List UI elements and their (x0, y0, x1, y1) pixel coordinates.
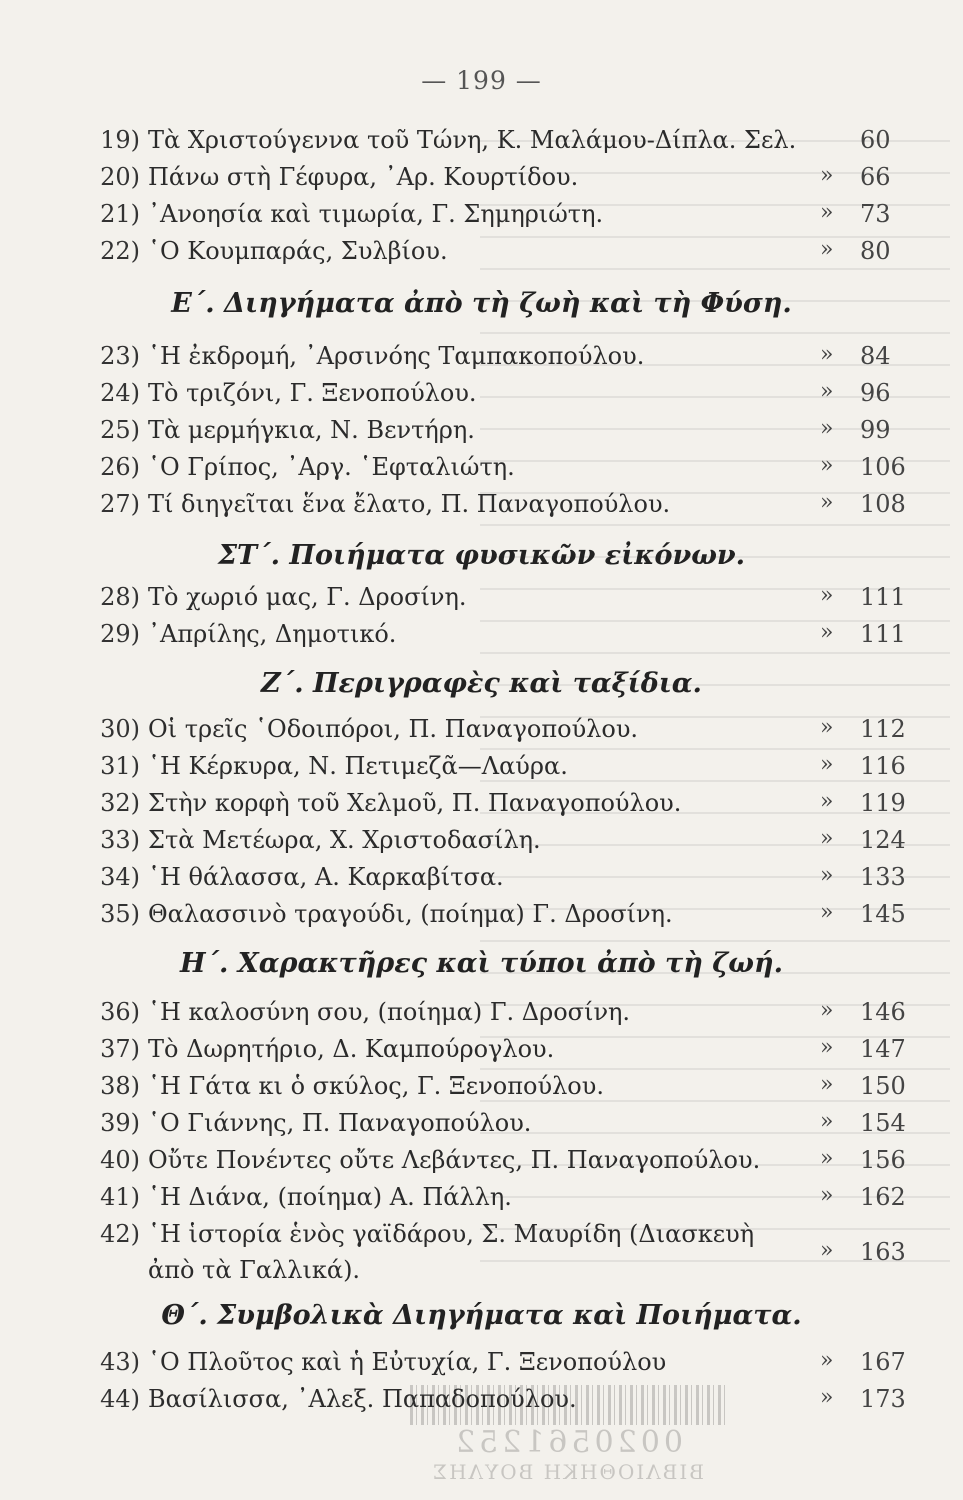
entry-title: ῾Ο Κουμπαράς, Συλβίου. (148, 237, 448, 265)
ditto-mark: » (820, 620, 834, 645)
ditto-mark: » (820, 453, 834, 478)
section-heading: Ε΄. Διηγήματα ἀπὸ τὴ ζωὴ καὶ τὴ Φύση. (171, 288, 792, 319)
ditto-mark: » (820, 1183, 834, 1208)
page-number: — 199 — (421, 66, 542, 95)
entry-title: Τὸ τριζόνι, Γ. Ξενοπούλου. (148, 379, 477, 407)
entry-number: 41) (100, 1183, 140, 1211)
entry-number: 27) (100, 490, 140, 518)
ditto-mark: » (820, 583, 834, 608)
library-barcode-stamp (410, 1385, 725, 1495)
entry-title: ῾Η Γάτα κι ὁ σκύλος, Γ. Ξενοπούλου. (148, 1072, 604, 1100)
entry-title-continuation: ἀπὸ τὰ Γαλλικά). (148, 1256, 361, 1284)
section-heading: ΣΤ΄. Ποιήματα φυσικῶν εἰκόνων. (217, 540, 746, 571)
ditto-mark: » (820, 1035, 834, 1060)
entry-title: ῾Η καλοσύνη σου, (ποίημα) Γ. Δροσίνη. (148, 998, 631, 1026)
entry-title: Τὰ μερμήγκια, Ν. Βεντήρη. (148, 416, 475, 444)
entry-number: 32) (100, 789, 140, 817)
entry-title: ᾿Ανοησία καὶ τιμωρία, Γ. Σημηριώτη. (148, 200, 604, 228)
barcode (410, 1385, 725, 1425)
ditto-mark: » (820, 490, 834, 515)
barcode-number: 0020561252 (452, 1425, 683, 1460)
entry-number: 36) (100, 998, 140, 1026)
ditto-mark: » (820, 342, 834, 367)
entry-page: 145 (860, 900, 906, 928)
entry-number: 28) (100, 583, 140, 611)
ditto-mark: » (820, 200, 834, 225)
ditto-mark: » (820, 715, 834, 740)
entry-number: 42) (100, 1220, 140, 1248)
entry-title: ῾Η Διάνα, (ποίημα) Α. Πάλλη. (148, 1183, 512, 1211)
entry-page: 96 (860, 379, 891, 407)
entry-number: 23) (100, 342, 140, 370)
entry-title: ῾Ο Πλοῦτος καὶ ἡ Εὐτυχία, Γ. Ξενοπούλου (148, 1348, 667, 1376)
entry-page: 112 (860, 715, 906, 743)
ditto-mark: » (820, 416, 834, 441)
ditto-mark: » (820, 379, 834, 404)
entry-page: 111 (860, 620, 906, 648)
entry-page: 99 (860, 416, 891, 444)
entry-page: 119 (860, 789, 906, 817)
entry-number: 30) (100, 715, 140, 743)
section-heading: Θ΄. Συμβολικὰ Διηγήματα καὶ Ποιήματα. (161, 1300, 802, 1331)
entry-title: ῾Ο Γιάννης, Π. Παναγοπούλου. (148, 1109, 532, 1137)
library-name: ΒΙΒΛΙΟΘΗΚΗ ΒΟΥΛΗΣ (431, 1460, 704, 1484)
entry-title: Οἱ τρεῖς ῾Οδοιπόροι, Π. Παναγοπούλου. (148, 715, 639, 743)
ditto-mark: » (820, 1072, 834, 1097)
entry-page: 154 (860, 1109, 906, 1137)
entry-page: 133 (860, 863, 906, 891)
entry-page: 156 (860, 1146, 906, 1174)
entry-page: 111 (860, 583, 906, 611)
entry-page: 66 (860, 163, 891, 191)
entry-title: ῾Η ἐκδρομή, ᾿Αρσινόης Ταμπακοπούλου. (148, 342, 645, 370)
ditto-mark: » (820, 789, 834, 814)
ditto-mark: » (820, 163, 834, 188)
entry-title: Οὔτε Πονέντες οὔτε Λεβάντες, Π. Παναγοπούλου. (148, 1146, 761, 1174)
entry-title: ῾Η ἱστορία ἑνὸς γαϊδάρου, Σ. Μαυρίδη (Διασκευὴ (148, 1220, 755, 1248)
entry-title: Στὴν κορφὴ τοῦ Χελμοῦ, Π. Παναγοπούλου. (148, 789, 682, 817)
entry-number: 31) (100, 752, 140, 780)
entry-number: 38) (100, 1072, 140, 1100)
entry-number: 24) (100, 379, 140, 407)
entry-title: ᾿Απρίλης, Δημοτικό. (148, 620, 397, 648)
ditto-mark: » (820, 237, 834, 262)
entry-title: ῾Ο Γρίπος, ᾿Αργ. ῾Εφταλιώτη. (148, 453, 515, 481)
entry-page: 163 (860, 1238, 906, 1266)
entry-page: 116 (860, 752, 906, 780)
entry-page: 73 (860, 200, 891, 228)
entry-title: Στὰ Μετέωρα, Χ. Χριστοδασίλη. (148, 826, 541, 854)
entry-title: Πάνω στὴ Γέφυρα, ᾿Αρ. Κουρτίδου. (148, 163, 579, 191)
entry-number: 40) (100, 1146, 140, 1174)
ditto-mark: » (820, 1348, 834, 1373)
ditto-mark: » (820, 826, 834, 851)
entry-number: 25) (100, 416, 140, 444)
entry-number: 29) (100, 620, 140, 648)
entry-page: 147 (860, 1035, 906, 1063)
entry-number: 37) (100, 1035, 140, 1063)
entry-page: 150 (860, 1072, 906, 1100)
entry-title: ῾Η Κέρκυρα, Ν. Πετιμεζᾶ—Λαύρα. (148, 752, 568, 780)
entry-title: ῾Η θάλασσα, Α. Καρκαβίτσα. (148, 863, 504, 891)
ditto-mark: » (820, 752, 834, 777)
entry-page: 106 (860, 453, 906, 481)
entry-page: 162 (860, 1183, 906, 1211)
entry-page: 167 (860, 1348, 906, 1376)
entry-page: 146 (860, 998, 906, 1026)
entry-number: 39) (100, 1109, 140, 1137)
entry-number: 44) (100, 1385, 140, 1413)
section-heading: Ζ΄. Περιγραφὲς καὶ ταξίδια. (261, 668, 702, 699)
entry-number: 21) (100, 200, 140, 228)
entry-title: Τὸ χωριό μας, Γ. Δροσίνη. (148, 583, 467, 611)
ditto-mark: » (820, 998, 834, 1023)
entry-page: 80 (860, 237, 891, 265)
entry-title: Τὰ Χριστούγεννα τοῦ Τώνη, Κ. Μαλάμου-Δίπλα. Σελ. (148, 126, 797, 154)
section-heading: Η΄. Χαρακτῆρες καὶ τύποι ἀπὸ τὴ ζωή. (179, 948, 783, 979)
ditto-mark: » (820, 1238, 834, 1263)
entry-number: 20) (100, 163, 140, 191)
entry-title: Βασίλισσα, ᾿Αλεξ. Παπαδοπούλου. (148, 1385, 577, 1413)
ditto-mark: » (820, 900, 834, 925)
entry-page: 108 (860, 490, 906, 518)
entry-title: Τί διηγεῖται ἕνα ἔλατο, Π. Παναγοπούλου. (148, 490, 671, 518)
ditto-mark: » (820, 1109, 834, 1134)
entry-number: 35) (100, 900, 140, 928)
entry-number: 43) (100, 1348, 140, 1376)
ditto-mark: » (820, 863, 834, 888)
entry-page: 60 (860, 126, 891, 154)
entry-number: 19) (100, 126, 140, 154)
entry-page: 173 (860, 1385, 906, 1413)
entry-number: 34) (100, 863, 140, 891)
entry-page: 84 (860, 342, 891, 370)
entry-number: 22) (100, 237, 140, 265)
entry-page: 124 (860, 826, 906, 854)
entry-title: Τὸ Δωρητήριο, Δ. Καμπούρογλου. (148, 1035, 555, 1063)
entry-title: Θαλασσινὸ τραγούδι, (ποίημα) Γ. Δροσίνη. (148, 900, 673, 928)
ditto-mark: » (820, 1146, 834, 1171)
entry-number: 26) (100, 453, 140, 481)
entry-number: 33) (100, 826, 140, 854)
ditto-mark: » (820, 1385, 834, 1410)
